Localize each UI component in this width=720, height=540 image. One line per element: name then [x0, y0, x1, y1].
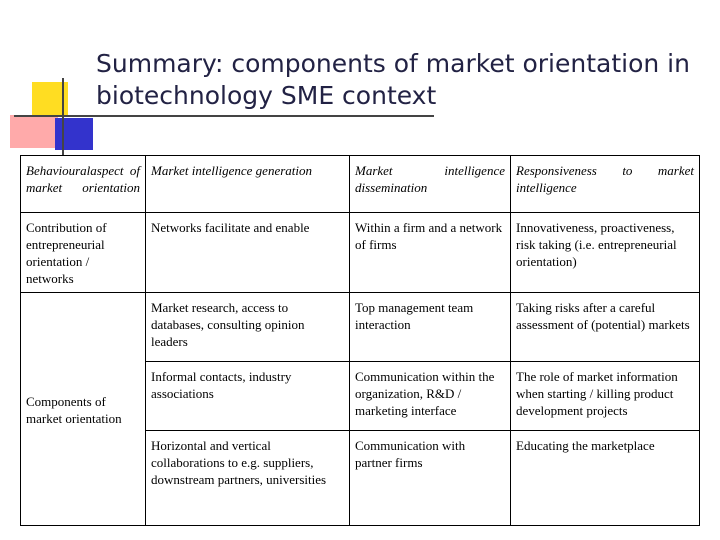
table-cell: Educating the marketplace: [511, 431, 700, 526]
header-cell-behavioural-aspect: Behaviouralaspect of market orientation: [21, 156, 146, 213]
table-cell: Within a firm and a network of firms: [350, 213, 511, 293]
header-cell-dissemination: Market intelligence dissemination: [350, 156, 511, 213]
row-label-contribution: Contribution of entrepreneurial orientation / networks: [21, 213, 146, 293]
decor-horizontal-line: [14, 115, 434, 117]
table-cell: Top management team interaction: [350, 293, 511, 362]
decor-blue-square: [55, 118, 93, 150]
row-label-components: Components of market orientation: [21, 293, 146, 526]
table-cell: Communication with partner firms: [350, 431, 511, 526]
table-cell: Taking risks after a careful assessment of (potential) markets: [511, 293, 700, 362]
slide-title-line2: biotechnology SME context: [96, 81, 437, 110]
table-cell: Networks facilitate and enable: [146, 213, 350, 293]
table-cell: The role of market information when starting / killing product development projects: [511, 362, 700, 431]
header-cell-generation: Market intelligence generation: [146, 156, 350, 213]
decor-pink-square: [10, 115, 58, 148]
contribution-row: [21, 213, 700, 293]
header-row: [21, 156, 700, 213]
slide-title: [96, 48, 706, 112]
table-cell: Innovativeness, proactiveness, risk taking (i.e. entrepreneurial orientation): [511, 213, 700, 293]
table-cell: Communication within the organization, R&D / marketing interface: [350, 362, 511, 431]
slide-title-line1: Summary: components of market orientation in: [96, 49, 690, 78]
table-cell: Horizontal and vertical collaborations to e.g. suppliers, downstream partners, universities: [146, 431, 350, 526]
header-cell-responsiveness: Responsiveness to market intelligence: [511, 156, 700, 213]
summary-table: [20, 155, 700, 526]
decor-vertical-line: [62, 78, 64, 156]
table-cell: Informal contacts, industry associations: [146, 362, 350, 431]
table-cell: Market research, access to databases, consulting opinion leaders: [146, 293, 350, 362]
components-row: [21, 293, 700, 362]
